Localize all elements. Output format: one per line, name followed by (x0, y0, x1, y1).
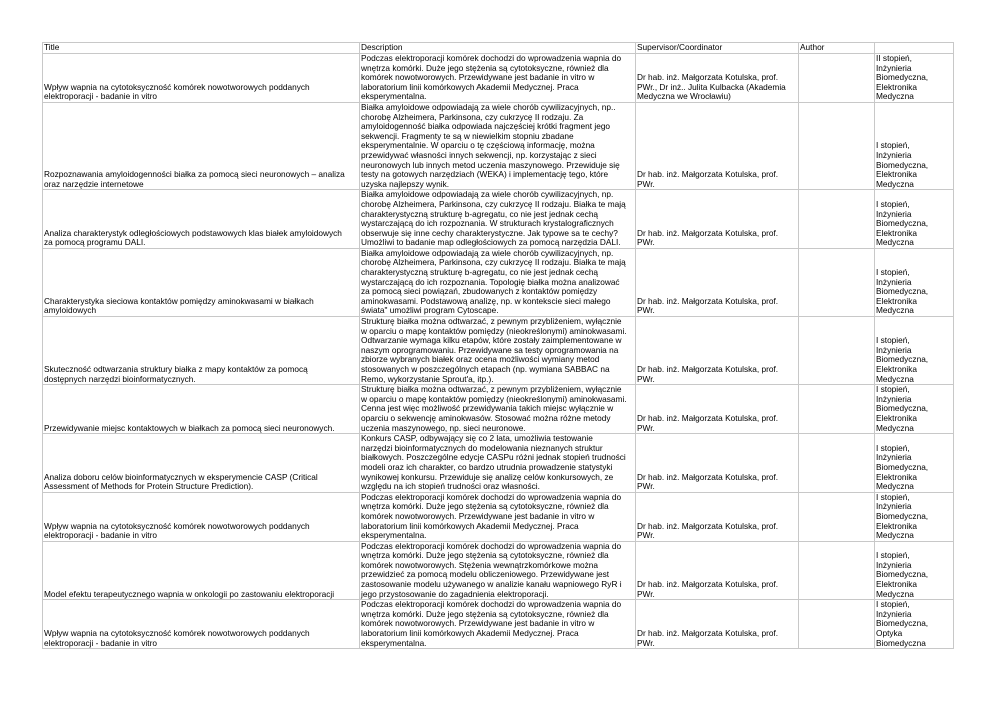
cell-title: Wpływ wapnia na cytotoksyczność komórek nowotworowych poddanych elektroporacji - badanie in vitro (43, 54, 360, 103)
cell-title: Model efektu terapeutycznego wapnia w onkologii po zastowaniu elektroporacji (43, 541, 360, 600)
cell-title: Wpływ wapnia na cytotoksyczność komórek nowotworowych poddanych elektroporacji - badanie in vitro (43, 600, 360, 649)
header-supervisor: Supervisor/Coordinator (636, 43, 799, 54)
table-row (43, 600, 954, 649)
table-row (43, 541, 954, 600)
cell-degree: I stopień, Inżynieria Biomedyczna, Elektronika Medyczna (875, 385, 954, 434)
cell-description: Białka amyloidowe odpowiadają za wiele chorób cywilizacyjnych, np.. chorobę Alzheimera, Parkinsona, czy cukrzycę II rodzaju. Za amyloidogenność białka odpowiada najczęściej krótki fragment jego sekwencji. Fragmenty te są w niewielkim stopniu zbadane eksperymentalnie. W oparciu o tę częściową informację, można przewidywać własności innych sekwencji, np. korzystając z sieci neuronowych lub innych metod uczenia maszynowego. Przewiduje się testy na gotowych narzędziach (WEKA) i implementację tego, które uzyska najlepszy wynik. (360, 102, 636, 189)
cell-title: Analiza doboru celów bioinformatycznych w eksperymencie CASP (Critical Assessment of Methods for Protein Structure Prediction). (43, 434, 360, 493)
cell-supervisor: Dr hab. inż. Małgorzata Kotulska, prof. PWr. (636, 102, 799, 189)
cell-title: Wpływ wapnia na cytotoksyczność komórek nowotworowych poddanych elektroporacji - badanie in vitro (43, 492, 360, 541)
cell-title: Analiza charakterystyk odległościowych podstawowych klas białek amyloidowych za pomocą programu DALI. (43, 190, 360, 249)
cell-supervisor: Dr hab. inż. Małgorzata Kotulska, prof. PWr. (636, 190, 799, 249)
cell-degree: I stopień, Inżynieria Biomedyczna, Elektronika Medyczna (875, 492, 954, 541)
cell-degree: II stopień, Inżynieria Biomedyczna, Elektronika Medyczna (875, 54, 954, 103)
cell-supervisor: Dr hab. inż. Małgorzata Kotulska, prof. PWr. (636, 600, 799, 649)
cell-description: Strukturę białka można odtwarzać, z pewnym przybliżeniem, wyłącznie w oparciu o mapę kontaktów pomiędzy (nieokreślonymi) aminokwasami. Cenna jest więc możliwość przewidywania takich miejsc wyłącznie w oparciu o sekwencję aminokwasów. Stosować można różne metody uczenia maszynowego, np. sieci neuronowe. (360, 385, 636, 434)
header-title: Title (43, 43, 360, 54)
cell-author (799, 54, 875, 103)
cell-supervisor: Dr hab. inż. Małgorzata Kotulska, prof. PWr. (636, 434, 799, 493)
table-row (43, 385, 954, 434)
cell-title: Rozpoznawania amyloidogenności białka za pomocą sieci neuronowych – analiza oraz narzędzie internetowe (43, 102, 360, 189)
cell-author (799, 248, 875, 316)
cell-author (799, 190, 875, 249)
table-row (43, 102, 954, 189)
cell-description: Konkurs CASP, odbywający się co 2 lata, umożliwia testowanie narzędzi bioinformatycznych do modelowania nieznanych struktur białkowych. Poszczególne edycje CASPu różni jednak stopień trudności modeli oraz ich charakter, co bardzo utrudnia prowadzenie statystyki wynikowej konkursu. Przewiduje się analizę celów konkursowych, ze względu na ich stopień trudności oraz własności. (360, 434, 636, 493)
cell-supervisor: Dr hab. inż. Małgorzata Kotulska, prof. PWr. (636, 385, 799, 434)
cell-degree: I stopień, Inżynieria Biomedyczna, Elektronika Medyczna (875, 317, 954, 385)
table-row (43, 190, 954, 249)
table-row (43, 317, 954, 385)
cell-description: Strukturę białka można odtwarzać, z pewnym przybliżeniem, wyłącznie w oparciu o mapę kontaktów pomiędzy (nieokreślonymi) aminokwasami. Odtwarzanie wymaga kilku etapów, które zostały zaimplementowane w naszym oprogramowaniu. Przewidywane sa testy oprogramowania na zbiorze wybranych białek oraz ocena możliwości wymiany metod stosowanych w poszczególnych etapach (np. wymiana SABBAC na Remo, wykorzystanie Sprout'a, itp.). (360, 317, 636, 385)
cell-title: Charakterystyka sieciowa kontaktów pomiędzy aminokwasami w białkach amyloidowych (43, 248, 360, 316)
cell-description: Białka amyloidowe odpowiadają za wiele chorób cywilizacyjnych, np. chorobę Alzheimera, Parkinsona, czy cukrzycę II rodzaju. Białka te mają charakterystyczną strukturę b-agregatu, co nie jest jednak cechą wystarczającą do ich rozpoznania. Topologię białka można analizować za pomocą sieci powiązań, zbudowanych z kontaktów pomiędzy aminokwasami. Podstawową analizę, np. w kontekscie sieci małego świata" umożliwi program Cytoscape. (360, 248, 636, 316)
header-row (43, 43, 954, 54)
cell-title: Skuteczność odtwarzania struktury białka z mapy kontaktów za pomocą dostępnych narzędzi bioinformatycznych. (43, 317, 360, 385)
cell-author (799, 385, 875, 434)
cell-description: Podczas elektroporacji komórek dochodzi do wprowadzenia wapnia do wnętrza komórki. Duże jego stężenia są cytotoksyczne, również dla komórek nowotworowych. Przewidywane jest badanie in vitro w laboratorium linii komórkowych Akademii Medycznej. Praca eksperymentalna. (360, 54, 636, 103)
table-row (43, 248, 954, 316)
header-description: Description (360, 43, 636, 54)
table-row (43, 54, 954, 103)
cell-supervisor: Dr hab. inż. Małgorzata Kotulska, prof. PWr., Dr inż.. Julita Kulbacka (Akademia Medyczna we Wrocławiu) (636, 54, 799, 103)
cell-supervisor: Dr hab. inż. Małgorzata Kotulska, prof. PWr. (636, 541, 799, 600)
header-degree (875, 43, 954, 54)
cell-degree: I stopień, Inżynieria Biomedyczna, Elektronika Medyczna (875, 434, 954, 493)
cell-title: Przewidywanie miejsc kontaktowych w białkach za pomocą sieci neuronowych. (43, 385, 360, 434)
table-row (43, 492, 954, 541)
cell-description: Białka amyloidowe odpowiadają za wiele chorób cywilizacyjnych, np. chorobę Alzheimera, Parkinsona, czy cukrzycę II rodzaju. Białka te mają charakterystyczną strukturę b-agregatu, co nie jest jednak cechą wystarczającą do ich rozpoznania. W strukturach krystalograficznych obserwuje się inne cechy charakterystyczne. Jak typowe sa te cechy? Umożliwi to badanie map odległościowych za pomocą narzędzia DALI. (360, 190, 636, 249)
cell-degree: I stopień, Inżynieria Biomedyczna, Optyka Biomedyczna (875, 600, 954, 649)
cell-author (799, 492, 875, 541)
cell-author (799, 317, 875, 385)
cell-supervisor: Dr hab. inż. Małgorzata Kotulska, prof. PWr. (636, 317, 799, 385)
cell-author (799, 434, 875, 493)
cell-author (799, 600, 875, 649)
theses-table (42, 42, 954, 649)
table-row (43, 434, 954, 493)
cell-description: Podczas elektroporacji komórek dochodzi do wprowadzenia wapnia do wnętrza komórki. Duże jego stężenia są cytotoksyczne, również dla komórek nowotworowych. Stężenia wewnątrzkomórkowe można przewidzieć za pomocą modelu obliczeniowego. Przewidywane jest zastosowanie modelu używanego w analizie kanału wapniowego RyR i jego przystosowanie do zagadnienia elektroporacji. (360, 541, 636, 600)
cell-author (799, 102, 875, 189)
cell-author (799, 541, 875, 600)
cell-description: Podczas elektroporacji komórek dochodzi do wprowadzenia wapnia do wnętrza komórki. Duże jego stężenia są cytotoksyczne, również dla komórek nowotworowych. Przewidywane jest badanie in vitro w laboratorium linii komórkowych Akademii Medycznej. Praca eksperymentalna. (360, 600, 636, 649)
cell-degree: I stopień, Inżynieria Biomedyczna, Elektronika Medyczna (875, 248, 954, 316)
cell-degree: I stopień, Inżynieria Biomedyczna, Elektronika Medyczna (875, 541, 954, 600)
cell-degree: I stopień, Inżynieria Biomedyczna, Elektronika Medyczna (875, 190, 954, 249)
header-author: Author (799, 43, 875, 54)
cell-description: Podczas elektroporacji komórek dochodzi do wprowadzenia wapnia do wnętrza komórki. Duże jego stężenia są cytotoksyczne, również dla komórek nowotworowych. Przewidywane jest badanie in vitro w laboratorium linii komórkowych Akademii Medycznej. Praca eksperymentalna. (360, 492, 636, 541)
cell-degree: I stopień, Inżynieria Biomedyczna, Elektronika Medyczna (875, 102, 954, 189)
cell-supervisor: Dr hab. inż. Małgorzata Kotulska, prof. PWr. (636, 248, 799, 316)
cell-supervisor: Dr hab. inż. Małgorzata Kotulska, prof. PWr. (636, 492, 799, 541)
